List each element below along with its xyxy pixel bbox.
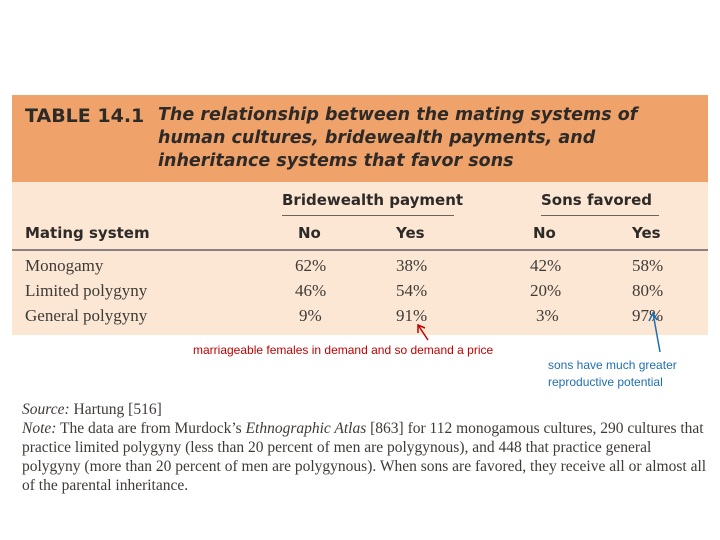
note-text-2: [863] for 112 monogamous cultures, 290 cultures that practice limited polygyny (less than 20 percent of men are polygynous), and 448 that practice general polygyny (more than 20 percent of men are polygynous). When sons are favored, they receive all or almost all of the parental inheritance. xyxy=(22,420,707,494)
cell-monogamy-bridewealth-no: 62% xyxy=(295,256,327,275)
group-header-bridewealth: Bridewealth payment xyxy=(282,191,464,209)
cell-general-bridewealth-no: 9% xyxy=(299,306,322,325)
column-header-bridewealth-yes: Yes xyxy=(396,224,425,242)
source-text: Hartung [516] xyxy=(73,401,162,418)
column-header-sons-yes: Yes xyxy=(632,224,661,242)
source-line xyxy=(22,400,712,419)
column-header-bridewealth-no: No xyxy=(298,224,321,242)
table-notes xyxy=(22,400,712,495)
note-atlas-title: Ethnographic Atlas xyxy=(245,420,367,437)
cell-general-bridewealth-yes: 91% xyxy=(396,306,428,325)
column-header-mating-system: Mating system xyxy=(25,224,150,242)
note-lead: Note: xyxy=(22,420,57,437)
cell-limited-bridewealth-yes: 54% xyxy=(396,281,428,300)
sons-annotation-line2: reproductive potential xyxy=(548,375,663,389)
cell-monogamy-sons-no: 42% xyxy=(530,256,562,275)
cell-monogamy-sons-yes: 58% xyxy=(632,256,664,275)
group-header-sons-favored: Sons favored xyxy=(541,191,652,209)
column-header-sons-no: No xyxy=(533,224,556,242)
note-paragraph xyxy=(22,419,712,495)
group-rule-sons-favored xyxy=(541,215,659,216)
data-table xyxy=(12,95,708,335)
cell-limited-sons-yes: 80% xyxy=(632,281,664,300)
row-label-limited-polygyny: Limited polygyny xyxy=(25,281,148,300)
table-title-band xyxy=(12,95,708,182)
group-rule-bridewealth xyxy=(282,215,454,216)
cell-monogamy-bridewealth-yes: 38% xyxy=(396,256,428,275)
header-rule xyxy=(12,249,708,251)
cell-limited-sons-no: 20% xyxy=(530,281,562,300)
row-label-general-polygyny: General polygyny xyxy=(25,306,148,325)
cell-general-sons-no: 3% xyxy=(536,306,559,325)
bridewealth-annotation: marriageable females in demand and so demand a price xyxy=(193,343,494,357)
row-label-monogamy: Monogamy xyxy=(25,256,104,275)
table-caption: The relationship between the mating systems of human cultures, bridewealth payments, and inheritance systems that favor sons xyxy=(158,105,638,171)
source-lead: Source: xyxy=(22,401,70,418)
cell-limited-bridewealth-no: 46% xyxy=(295,281,327,300)
table-number: TABLE 14.1 xyxy=(25,105,145,127)
sons-annotation-line1: sons have much greater xyxy=(548,358,677,372)
cell-general-sons-yes: 97% xyxy=(632,306,664,325)
note-text-1: The data are from Murdock’s xyxy=(60,420,246,437)
